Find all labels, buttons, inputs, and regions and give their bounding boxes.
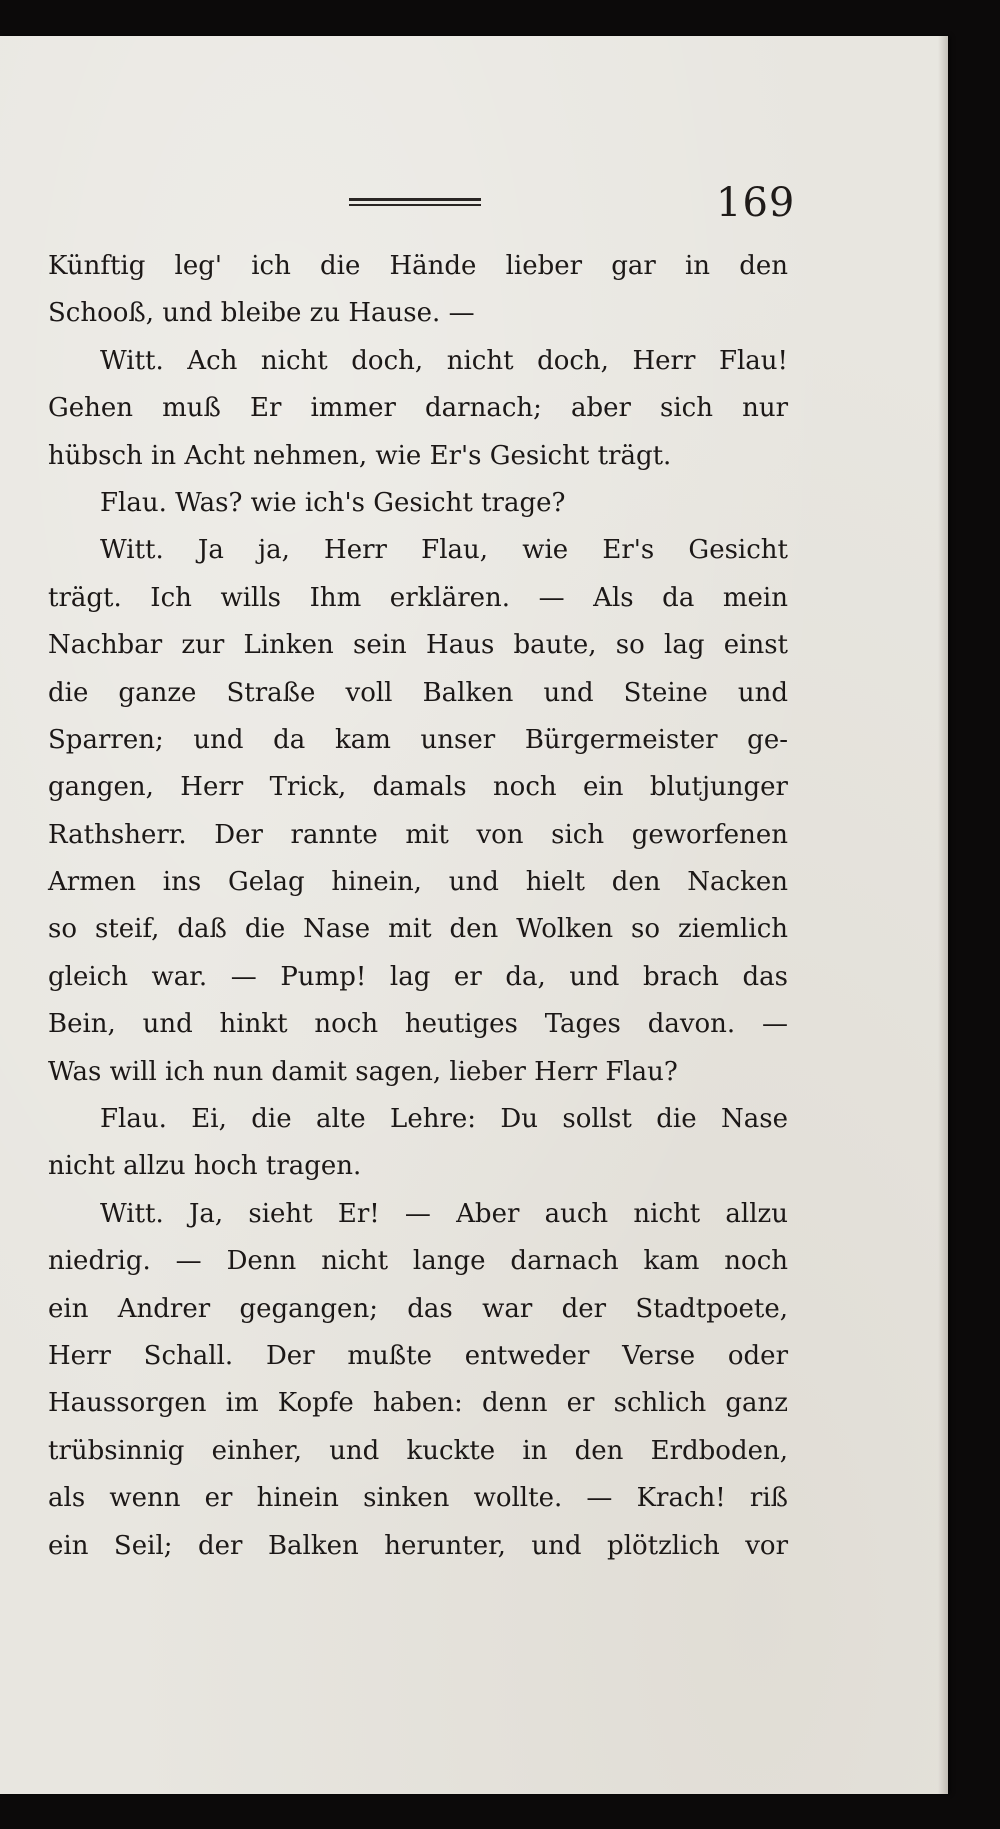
body-text: [48, 243, 788, 1570]
text-line: trägt. Ich wills Ihm erklären. — Als da mein: [48, 582, 788, 613]
header-ornament-rule: [349, 198, 481, 208]
text-line: Witt. Ja, sieht Er! — Aber auch nicht allzu: [100, 1198, 788, 1229]
text-line: nicht allzu hoch tragen.: [48, 1151, 362, 1182]
text-line: so steif, daß die Nase mit den Wolken so ziemlich: [48, 914, 788, 945]
page-edge-shadow: [938, 36, 948, 1794]
text-line: gleich war. — Pump! lag er da, und brach das: [48, 961, 788, 992]
book-page: [0, 36, 948, 1794]
text-line: die ganze Straße voll Balken und Steine und: [48, 677, 788, 708]
text-line: Flau. Ei, die alte Lehre: Du sollst die Nase: [100, 1104, 788, 1135]
text-line: Gehen muß Er immer darnach; aber sich nur: [48, 393, 788, 424]
text-line: Herr Schall. Der mußte entweder Verse oder: [48, 1340, 788, 1371]
text-line: Rathsherr. Der rannte mit von sich geworfenen: [48, 819, 788, 850]
text-line: hübsch in Acht nehmen, wie Er's Gesicht trägt.: [48, 440, 672, 471]
text-line: Was will ich nun damit sagen, lieber Herr Flau?: [48, 1056, 678, 1087]
text-line: trübsinnig einher, und kuckte in den Erdboden,: [48, 1435, 788, 1466]
text-line: Sparren; und da kam unser Bürgermeister ge-: [48, 724, 788, 755]
text-line: Bein, und hinkt noch heutiges Tages davon. —: [48, 1009, 788, 1040]
text-line: niedrig. — Denn nicht lange darnach kam noch: [48, 1246, 788, 1277]
text-line: Witt. Ja ja, Herr Flau, wie Er's Gesicht: [100, 535, 788, 566]
text-line: Haussorgen im Kopfe haben: denn er schlich ganz: [48, 1388, 788, 1419]
text-line: Nachbar zur Linken sein Haus baute, so lag einst: [48, 630, 788, 661]
text-line: Flau. Was? wie ich's Gesicht trage?: [100, 487, 566, 518]
text-line: als wenn er hinein sinken wollte. — Krach! riß: [48, 1483, 788, 1514]
text-line: Armen ins Gelag hinein, und hielt den Nacken: [48, 867, 788, 898]
text-line: Witt. Ach nicht doch, nicht doch, Herr Flau!: [100, 345, 788, 376]
text-line: gangen, Herr Trick, damals noch ein blutjunger: [48, 772, 788, 803]
page-header: [0, 146, 948, 226]
text-line: ein Seil; der Balken herunter, und plötzlich vor: [48, 1530, 788, 1561]
text-line: Künftig leg' ich die Hände lieber gar in den: [48, 251, 788, 281]
page-number: 169: [716, 180, 796, 226]
text-line: ein Andrer gegangen; das war der Stadtpoete,: [48, 1293, 788, 1324]
text-line: Schooß, und bleibe zu Hause. —: [48, 298, 475, 329]
